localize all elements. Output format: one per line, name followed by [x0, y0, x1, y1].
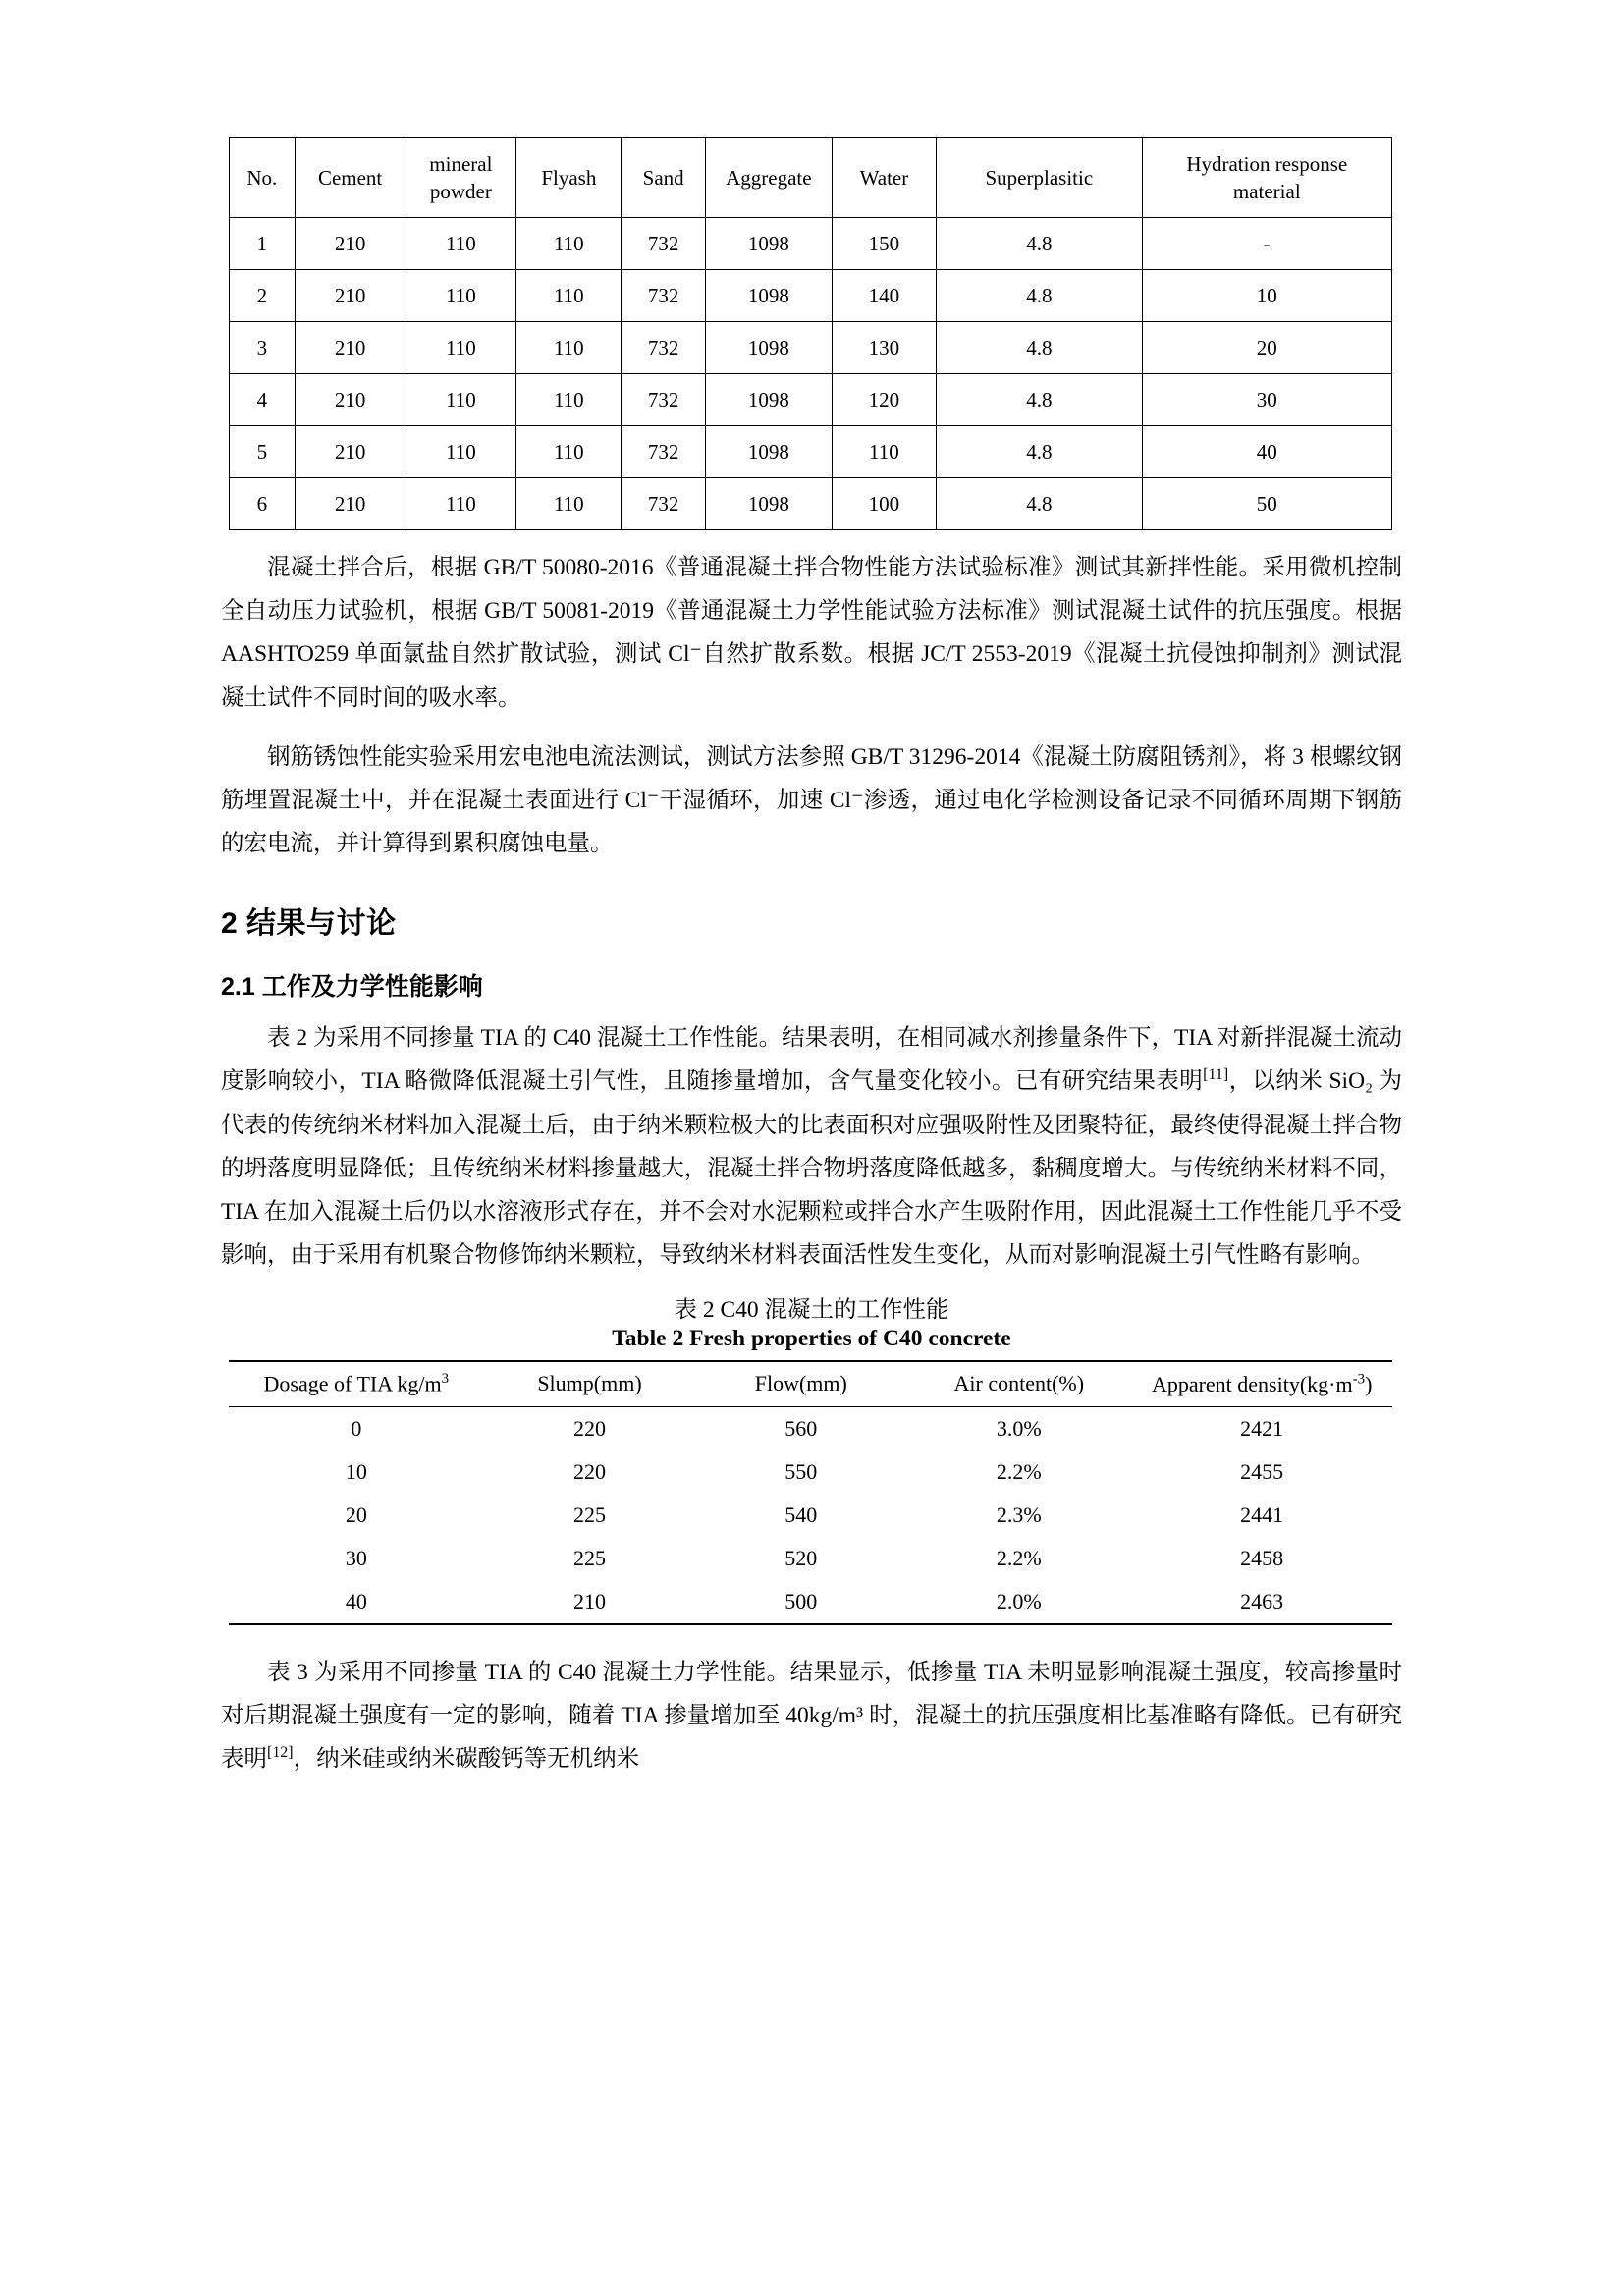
- table-row: [229, 1450, 1392, 1494]
- cell: 150: [832, 218, 936, 270]
- cell: 2.0%: [906, 1580, 1131, 1624]
- cell: 225: [572, 1545, 606, 1570]
- table-row: [229, 1406, 1392, 1450]
- cell: 110: [406, 218, 516, 270]
- cell: 540: [784, 1502, 818, 1527]
- cell: 1098: [705, 478, 832, 530]
- table1-body: [230, 218, 1392, 530]
- cell: 110: [406, 270, 516, 322]
- paragraph-test-methods: 混凝土拌合后，根据 GB/T 50080-2016《普通混凝土拌合物性能方法试验标准》测试其新拌性能。采用微机控制全自动压力试验机，根据 GB/T 50081-2019《普通混凝土力学性能试验方法标准》测试混凝土试件的抗压强度。根据 AASHTO259 单面氯盐自然扩散试验，测试 Cl⁻自然扩散系数。根据 JC/T 2553-2019《混凝土抗侵蚀抑制剂》测试混凝土试件不同时间的吸水率。: [221, 555, 1402, 711]
- section-heading-results: 2 结果与讨论: [221, 907, 397, 941]
- cell: 210: [295, 322, 406, 374]
- cell: 20: [1142, 322, 1391, 374]
- th-air-content: Air content(%): [906, 1361, 1131, 1406]
- cell: 6: [230, 478, 296, 530]
- th-mineral-powder: [406, 138, 516, 218]
- table-row: [230, 322, 1392, 374]
- table2-caption-cn: 表 2 C40 混凝土的工作性能: [674, 1297, 949, 1324]
- cell: 30: [345, 1545, 367, 1570]
- cell: 5: [230, 426, 296, 478]
- cell: 210: [295, 374, 406, 426]
- cell: 4.8: [937, 322, 1142, 374]
- cell: 4.8: [937, 426, 1142, 478]
- th-hydration-line2: material: [1232, 180, 1301, 203]
- cell: 100: [832, 478, 936, 530]
- th-sand: Sand: [622, 138, 705, 218]
- cell: 210: [295, 478, 406, 530]
- subsection-heading-workability: 2.1 工作及力学性能影响: [221, 973, 483, 1002]
- cell: 1098: [705, 270, 832, 322]
- page-content: [221, 137, 1402, 1780]
- cell: 50: [1142, 478, 1391, 530]
- cell: 2: [230, 270, 296, 322]
- cell: 110: [516, 478, 622, 530]
- cell: 732: [622, 218, 705, 270]
- cell: 210: [484, 1580, 696, 1624]
- cell: 220: [572, 1415, 606, 1441]
- cell: 110: [516, 374, 622, 426]
- cell: 2441: [1240, 1502, 1284, 1527]
- cell: 110: [406, 426, 516, 478]
- cell: 2.2%: [996, 1545, 1042, 1570]
- cell: 40: [1142, 426, 1391, 478]
- cell: 2421: [1240, 1415, 1284, 1441]
- cell: 550: [784, 1458, 818, 1484]
- cell: 2458: [1240, 1545, 1284, 1570]
- table-row: [229, 1494, 1392, 1537]
- paragraph-corrosion-test: 钢筋锈蚀性能实验采用宏电池电流法测试，测试方法参照 GB/T 31296-2014《混凝土防腐阻锈剂》，将 3 根螺纹钢筋埋置混凝土中，并在混凝土表面进行 Cl⁻干湿循环，加速 Cl⁻渗透，通过电化学检测设备记录不同循环周期下钢筋的宏电流，并计算得到累积腐蚀电量。: [221, 743, 1402, 857]
- table-row: [229, 1537, 1392, 1580]
- cell: 4.8: [937, 270, 1142, 322]
- th-slump: Slump(mm): [484, 1361, 696, 1406]
- cell: 130: [832, 322, 936, 374]
- table-row: [230, 374, 1392, 426]
- paragraph-workability: 表 2 为采用不同掺量 TIA 的 C40 混凝土工作性能。结果表明，在相同减水剂掺量条件下，TIA 对新拌混凝土流动度影响较小，TIA 略微降低混凝土引气性，且随掺量增加，含气量变化较小。已有研究结果表明[11]，以纳米 SiO₂ 为代表的传统纳米材料加入混凝土后，由于纳米颗粒极大的比表面积对应强吸附性及团聚特征，最终使得混凝土拌合物的坍落度明显降低；且传统纳米材料掺量越大，混凝土拌合物坍落度降低越多，黏稠度增大。与传统纳米材料不同，TIA 在加入混凝土后仍以水溶液形式存在，并不会对水泥颗粒或拌合水产生吸附作用，因此混凝土工作性能几乎不受影响，由于采用有机聚合物修饰纳米颗粒，导致纳米材料表面活性发生变化，从而对影响混凝土引气性略有影响。: [221, 1025, 1403, 1269]
- cell: 110: [406, 478, 516, 530]
- cell: 2455: [1240, 1458, 1284, 1484]
- cell: 220: [572, 1458, 606, 1484]
- cell: 560: [784, 1415, 818, 1441]
- th-no: No.: [230, 138, 296, 218]
- cell: 1: [230, 218, 296, 270]
- cell: 2.3%: [996, 1502, 1042, 1527]
- table2-head: [229, 1361, 1392, 1406]
- cell: 4.8: [937, 478, 1142, 530]
- table-row: [230, 478, 1392, 530]
- cell: 110: [406, 322, 516, 374]
- table2-header-row: [229, 1361, 1392, 1406]
- table2-body: [229, 1406, 1392, 1624]
- cell: 10: [345, 1458, 367, 1484]
- cell: 10: [1142, 270, 1391, 322]
- th-water: Water: [832, 138, 936, 218]
- th-flow: Flow(mm): [695, 1361, 906, 1406]
- mix-proportion-table: [229, 137, 1392, 530]
- paragraph-mechanical: 表 3 为采用不同掺量 TIA 的 C40 混凝土力学性能。结果显示，低掺量 TIA 未明显影响混凝土强度，较高掺量时对后期混凝土强度有一定的影响，随着 TIA 掺量增加至 40kg/m³ 时，混凝土的抗压强度相比基准略有降低。已有研究表明[12]，纳米硅或纳米碳酸钙等无机纳米: [221, 1659, 1402, 1772]
- table1-header-row: [230, 138, 1392, 218]
- cell: 225: [572, 1502, 606, 1527]
- cell: 110: [406, 374, 516, 426]
- cell: 120: [832, 374, 936, 426]
- cell: 4.8: [937, 374, 1142, 426]
- th-mineral-line2: powder: [429, 180, 492, 203]
- cell: 140: [832, 270, 936, 322]
- th-superplasitic: Superplasitic: [937, 138, 1142, 218]
- cell: 732: [622, 322, 705, 374]
- cell: 732: [622, 270, 705, 322]
- cell: 40: [229, 1580, 484, 1624]
- th-mineral-line1: mineral: [429, 151, 493, 176]
- th-flyash: Flyash: [516, 138, 622, 218]
- table2-caption-en: Table 2 Fresh properties of C40 concrete: [612, 1326, 1011, 1352]
- cell: 1098: [705, 218, 832, 270]
- cell: 3: [230, 322, 296, 374]
- cell: 732: [622, 374, 705, 426]
- cell: 20: [345, 1502, 367, 1527]
- cell: 2.2%: [996, 1458, 1042, 1484]
- table-row: [229, 1580, 1392, 1624]
- cell: 110: [516, 218, 622, 270]
- table-row: [230, 426, 1392, 478]
- cell: 110: [516, 426, 622, 478]
- cell: 1098: [705, 426, 832, 478]
- cell: 520: [784, 1545, 818, 1570]
- th-cement: Cement: [295, 138, 406, 218]
- cell: 732: [622, 426, 705, 478]
- cell: 1098: [705, 322, 832, 374]
- th-dosage-tia: Dosage of TIA $kg/m^3$: [229, 1361, 484, 1406]
- cell: 1098: [705, 374, 832, 426]
- cell: 0: [351, 1415, 362, 1441]
- cell: -: [1142, 218, 1391, 270]
- fresh-properties-table: [229, 1360, 1392, 1624]
- cell: 2463: [1131, 1580, 1392, 1624]
- cell: 110: [832, 426, 936, 478]
- th-apparent-density: Apparent $density(kg\cdot m^{-3})$: [1131, 1361, 1392, 1406]
- th-hydration-response-material: [1142, 138, 1391, 218]
- cell: 4.8: [937, 218, 1142, 270]
- cell: 210: [295, 270, 406, 322]
- cell: 732: [622, 478, 705, 530]
- cell: 210: [295, 426, 406, 478]
- cell: 210: [295, 218, 406, 270]
- table1-head: [230, 138, 1392, 218]
- table-row: [230, 218, 1392, 270]
- cell: 110: [516, 270, 622, 322]
- cell: 3.0%: [996, 1415, 1042, 1441]
- th-aggregate: Aggregate: [705, 138, 832, 218]
- cell: 30: [1142, 374, 1391, 426]
- cell: 500: [695, 1580, 906, 1624]
- cell: 4: [230, 374, 296, 426]
- th-hydration-line1: Hydration response: [1186, 151, 1348, 176]
- cell: 110: [516, 322, 622, 374]
- table-row: [230, 270, 1392, 322]
